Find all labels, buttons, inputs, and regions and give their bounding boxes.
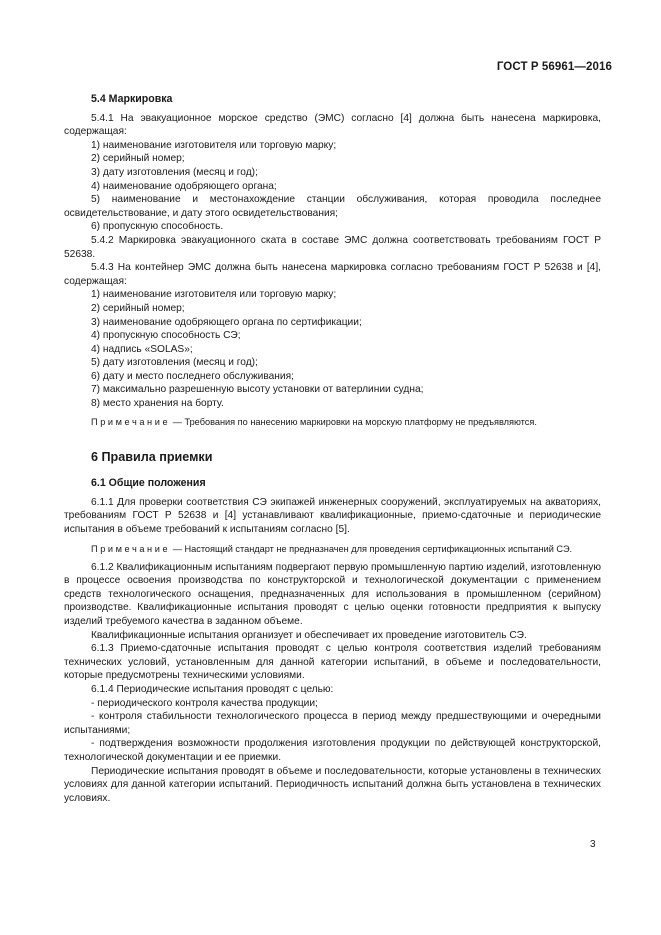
list-item: 5) дату изготовления (месяц и год); — [91, 357, 258, 369]
note-text: — Настоящий стандарт не предназначен для проведения сертификационных испытаний СЭ. — [170, 543, 573, 554]
paragraph-5-4-1: 5.4.1 На эвакуационное морское средство (ЭМС) согласно [4] должна быть нанесена маркировка, содержащая: — [64, 112, 601, 138]
note-label: Примечание — [91, 416, 171, 427]
list-item: 2) серийный номер; — [91, 302, 185, 314]
note-text: — Требования по нанесению маркировки на морскую платформу не предъявляются. — [170, 416, 537, 427]
paragraph-6-1-2b: Квалификационные испытания организует и обеспечивает их проведение изготовитель СЭ. — [91, 629, 527, 641]
section-6-title: 6 Правила приемки — [91, 449, 213, 464]
paragraph-5-4-2: 5.4.2 Маркировка эвакуационного ската в составе ЭМС должна соответствовать требованиям ГОСТ Р 52638. — [64, 234, 601, 260]
list-item: 6) дату и место последнего обслуживания; — [91, 370, 294, 382]
section-5-4-title: 5.4 Маркировка — [91, 93, 173, 105]
list-item: 1) наименование изготовителя или торговую марку; — [91, 139, 337, 151]
list-item: - периодического контроля качества продукции; — [91, 697, 318, 709]
list-item: 3) наименование одобряющего органа по сертификации; — [91, 316, 362, 328]
page-number: 3 — [590, 839, 596, 850]
note-5-4 — [64, 416, 601, 429]
section-6-1-title: 6.1 Общие положения — [91, 477, 206, 490]
list-item: 5) наименование и местонахождение станции обслуживания, которая проводила последнее освидетельствование, и дату этого освидетельствования; — [64, 194, 601, 219]
paragraph-6-1-2: 6.1.2 Квалификационным испытаниям подвергают первую промышленную партию изделий, изготовленную в процессе освоения производства по конструкторской и технологической документации с применением средств технологического оснащения, предназначенных для использования в промышленном (серийном) производстве. Квалификационные испытания проводят с целью оценки готовности предприятия к выпуску изделий требуемого качества в заданном объеме. — [64, 561, 601, 627]
page-content — [64, 93, 601, 805]
paragraph-5-4-3: 5.4.3 На контейнер ЭМС должна быть нанесена маркировка согласно требованиям ГОСТ Р 52638 и [4], содержащая: — [64, 262, 601, 287]
list-item: 4) надпись «SOLAS»; — [91, 343, 193, 355]
paragraph-6-1-1: 6.1.1 Для проверки соответствия СЭ экипажей инженерных сооружений, эксплуатируемых на акваториях, требованиям ГОСТ Р 52638 и [4] устанавливают квалификационные, приемо-сдаточные и периодические испытания в объеме требований к испытаниям согласно [5]. — [64, 496, 601, 536]
paragraph-6-1-4b: Периодические испытания проводят в объеме и последовательности, которые установлены в технических условиях для данной категории испытаний. Периодичность испытаний должна быть установлена в технических условиях. — [64, 765, 601, 804]
note-6-1 — [64, 543, 601, 556]
list-item: 7) максимально разрешенную высоту установки от ватерлинии судна; — [91, 384, 424, 396]
list-item: 1) наименование изготовителя или торговую марку; — [91, 289, 337, 301]
standard-id-header: ГОСТ Р 56961—2016 — [496, 61, 612, 73]
note-label: Примечание — [91, 543, 171, 554]
paragraph-6-1-4: 6.1.4 Периодические испытания проводят с целью: — [91, 683, 334, 695]
list-item: 4) пропускную способность СЭ; — [91, 330, 241, 342]
list-item: 6) пропускную способность. — [91, 221, 224, 233]
list-item: 2) серийный номер; — [91, 153, 185, 165]
list-item: - контроля стабильности технологического процесса в период между предшествующими и очередными испытаниями; — [64, 711, 601, 736]
list-item: 8) место хранения на борту. — [91, 398, 224, 410]
paragraph-6-1-3: 6.1.3 Приемо-сдаточные испытания проводят с целью контроля соответствия изделий требованиям технических условий, установленным для данной категории испытаний, в объеме и последовательности, которые предусмотрены техническими условиями. — [64, 643, 601, 682]
list-item: 4) наименование одобряющего органа; — [91, 180, 277, 192]
list-item: - подтверждения возможности продолжения изготовления продукции по действующей конструкторской, технологической документации и ее приемки. — [64, 738, 601, 763]
list-item: 3) дату изготовления (месяц и год); — [91, 166, 258, 178]
